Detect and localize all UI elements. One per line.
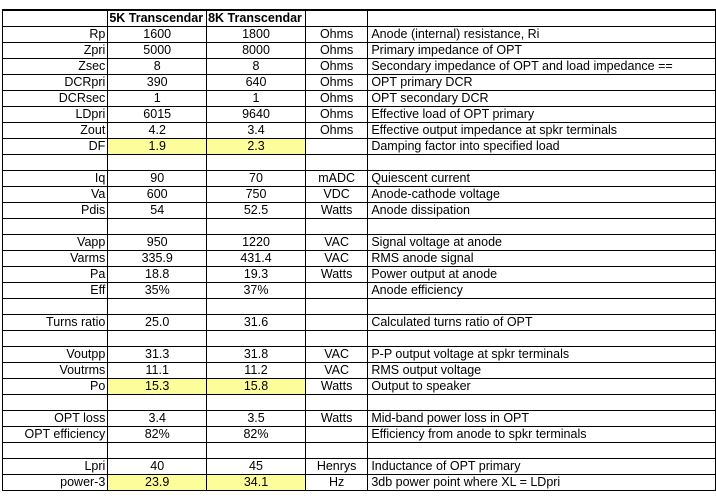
cell-col-8k-value[interactable]: 45: [207, 459, 306, 475]
cell-description[interactable]: RMS output voltage: [368, 363, 716, 379]
cell-row-label[interactable]: [3, 219, 108, 235]
table-row: [3, 395, 716, 411]
table-row: [3, 283, 716, 299]
table-row: [3, 315, 716, 331]
cell-unit[interactable]: Ohms: [305, 27, 367, 43]
table-row: [3, 411, 716, 427]
cell-col-8k-value[interactable]: [207, 155, 306, 171]
cell-row-label[interactable]: OPT loss: [3, 411, 108, 427]
cell-unit[interactable]: [305, 155, 367, 171]
cell-col-5k-value[interactable]: 335.9: [108, 251, 207, 267]
table-row: [3, 43, 716, 59]
cell-description[interactable]: Effective load of OPT primary: [368, 107, 716, 123]
cell-col-8k-value[interactable]: 31.6: [207, 315, 306, 331]
cell-description[interactable]: Anode efficiency: [368, 283, 716, 299]
cell-col-8k-value[interactable]: 431.4: [207, 251, 306, 267]
cell-unit[interactable]: Ohms: [305, 75, 367, 91]
table-row: [3, 299, 716, 315]
cell-description[interactable]: OPT secondary DCR: [368, 91, 716, 107]
cell-description[interactable]: Power output at anode: [368, 267, 716, 283]
cell-row-label[interactable]: Pa: [3, 267, 108, 283]
table-row: [3, 203, 716, 219]
cell-description[interactable]: Quiescent current: [368, 171, 716, 187]
cell-col-5k-value[interactable]: 1: [108, 91, 207, 107]
cell-description[interactable]: [368, 10, 716, 27]
table-row: [3, 251, 716, 267]
cell-col-5k-value[interactable]: 23.9: [108, 475, 207, 491]
cell-col-5k-value[interactable]: 35%: [108, 283, 207, 299]
cell-col-8k-value[interactable]: 3.5: [207, 411, 306, 427]
cell-description[interactable]: [368, 331, 716, 347]
table-row: [3, 427, 716, 443]
cell-description[interactable]: [368, 395, 716, 411]
cell-row-label[interactable]: [3, 331, 108, 347]
cell-col-5k-value[interactable]: 3.4: [108, 411, 207, 427]
cell-col-8k-value[interactable]: 1800: [207, 27, 306, 43]
cell-row-label[interactable]: [3, 395, 108, 411]
table-row: [3, 379, 716, 395]
cell-unit[interactable]: Ohms: [305, 43, 367, 59]
cell-col-5k-value[interactable]: 5K Transcendar: [108, 10, 207, 27]
cell-unit[interactable]: mADC: [305, 171, 367, 187]
cell-col-8k-value[interactable]: 640: [207, 75, 306, 91]
cell-row-label[interactable]: [3, 155, 108, 171]
cell-unit[interactable]: Ohms: [305, 59, 367, 75]
cell-row-label[interactable]: Voutpp: [3, 347, 108, 363]
cell-unit[interactable]: Watts: [305, 379, 367, 395]
cell-col-8k-value[interactable]: 31.8: [207, 347, 306, 363]
cell-row-label[interactable]: Va: [3, 187, 108, 203]
cell-row-label[interactable]: Eff: [3, 283, 108, 299]
table-row: [3, 347, 716, 363]
cell-col-8k-value[interactable]: 9640: [207, 107, 306, 123]
cell-unit[interactable]: [305, 139, 367, 155]
cell-row-label[interactable]: Iq: [3, 171, 108, 187]
table-row: [3, 363, 716, 379]
cell-row-label[interactable]: Zsec: [3, 59, 108, 75]
table-row: [3, 75, 716, 91]
cell-col-5k-value[interactable]: [108, 299, 207, 315]
cell-row-label[interactable]: Voutrms: [3, 363, 108, 379]
grid-body: [3, 10, 716, 491]
cell-col-5k-value[interactable]: 25.0: [108, 315, 207, 331]
table-row: [3, 443, 716, 459]
cell-unit[interactable]: [305, 427, 367, 443]
cell-col-8k-value[interactable]: 15.8: [207, 379, 306, 395]
cell-unit[interactable]: Watts: [305, 411, 367, 427]
table-row: [3, 139, 716, 155]
cell-col-8k-value[interactable]: 34.1: [207, 475, 306, 491]
cell-unit[interactable]: [305, 443, 367, 459]
cell-unit[interactable]: [305, 315, 367, 331]
cell-unit[interactable]: Henrys: [305, 459, 367, 475]
cell-row-label[interactable]: [3, 10, 108, 27]
cell-col-8k-value[interactable]: 1: [207, 91, 306, 107]
cell-row-label[interactable]: power-3: [3, 475, 108, 491]
cell-description[interactable]: OPT primary DCR: [368, 75, 716, 91]
cell-col-5k-value[interactable]: [108, 155, 207, 171]
cell-col-8k-value[interactable]: 52.5: [207, 203, 306, 219]
cell-col-5k-value[interactable]: [108, 443, 207, 459]
table-row: [3, 27, 716, 43]
cell-row-label[interactable]: [3, 299, 108, 315]
cell-col-5k-value[interactable]: 31.3: [108, 347, 207, 363]
cell-col-5k-value[interactable]: [108, 219, 207, 235]
cell-col-5k-value[interactable]: 600: [108, 187, 207, 203]
table-row: [3, 235, 716, 251]
cell-col-5k-value[interactable]: 18.8: [108, 267, 207, 283]
cell-description[interactable]: Damping factor into specified load: [368, 139, 716, 155]
cell-description[interactable]: Calculated turns ratio of OPT: [368, 315, 716, 331]
cell-col-5k-value[interactable]: 950: [108, 235, 207, 251]
table-row: [3, 91, 716, 107]
cell-unit[interactable]: [305, 10, 367, 27]
cell-col-5k-value[interactable]: 11.1: [108, 363, 207, 379]
cell-col-5k-value[interactable]: 1.9: [108, 139, 207, 155]
cell-col-8k-value[interactable]: 37%: [207, 283, 306, 299]
cell-description[interactable]: Anode (internal) resistance, Ri: [368, 27, 716, 43]
cell-row-label[interactable]: Varms: [3, 251, 108, 267]
cell-description[interactable]: Efficiency from anode to spkr terminals: [368, 427, 716, 443]
cell-col-8k-value[interactable]: [207, 219, 306, 235]
cell-unit[interactable]: [305, 395, 367, 411]
cell-row-label[interactable]: Po: [3, 379, 108, 395]
table-row: [3, 475, 716, 491]
cell-col-8k-value[interactable]: 82%: [207, 427, 306, 443]
cell-row-label[interactable]: Rp: [3, 27, 108, 43]
cell-col-5k-value[interactable]: 4.2: [108, 123, 207, 139]
cell-unit[interactable]: Hz: [305, 475, 367, 491]
table-row: [3, 123, 716, 139]
cell-description[interactable]: Mid-band power loss in OPT: [368, 411, 716, 427]
cell-description[interactable]: [368, 219, 716, 235]
table-row: [3, 59, 716, 75]
cell-description[interactable]: Signal voltage at anode: [368, 235, 716, 251]
cell-description[interactable]: Inductance of OPT primary: [368, 459, 716, 475]
cell-unit[interactable]: VDC: [305, 187, 367, 203]
cell-col-5k-value[interactable]: 1600: [108, 27, 207, 43]
table-row: [3, 155, 716, 171]
cell-description[interactable]: [368, 155, 716, 171]
cell-col-8k-value[interactable]: [207, 331, 306, 347]
cell-col-8k-value[interactable]: 19.3: [207, 267, 306, 283]
table-row: [3, 219, 716, 235]
cell-unit[interactable]: Watts: [305, 203, 367, 219]
cell-col-5k-value[interactable]: 40: [108, 459, 207, 475]
cell-description[interactable]: Anode dissipation: [368, 203, 716, 219]
cell-unit[interactable]: [305, 283, 367, 299]
cell-description[interactable]: Output to speaker: [368, 379, 716, 395]
cell-col-5k-value[interactable]: 82%: [108, 427, 207, 443]
cell-col-8k-value[interactable]: [207, 443, 306, 459]
cell-description[interactable]: [368, 443, 716, 459]
cell-description[interactable]: Primary impedance of OPT: [368, 43, 716, 59]
cell-col-5k-value[interactable]: 54: [108, 203, 207, 219]
cell-col-5k-value[interactable]: 5000: [108, 43, 207, 59]
cell-row-label[interactable]: OPT efficiency: [3, 427, 108, 443]
cell-unit[interactable]: [305, 299, 367, 315]
cell-col-8k-value[interactable]: 1220: [207, 235, 306, 251]
cell-row-label[interactable]: DCRsec: [3, 91, 108, 107]
cell-col-5k-value[interactable]: 8: [108, 59, 207, 75]
cell-row-label[interactable]: Zpri: [3, 43, 108, 59]
table-row: [3, 107, 716, 123]
cell-description[interactable]: Secondary impedance of OPT and load impedance ==: [368, 59, 716, 75]
cell-col-5k-value[interactable]: 390: [108, 75, 207, 91]
cell-description[interactable]: [368, 299, 716, 315]
header-row: [3, 10, 716, 27]
cell-col-5k-value[interactable]: [108, 331, 207, 347]
cell-col-5k-value[interactable]: 90: [108, 171, 207, 187]
cell-row-label[interactable]: Zout: [3, 123, 108, 139]
cell-row-label[interactable]: Lpri: [3, 459, 108, 475]
cell-col-8k-value[interactable]: 8: [207, 59, 306, 75]
cell-unit[interactable]: [305, 219, 367, 235]
cell-description[interactable]: Effective output impedance at spkr terminals: [368, 123, 716, 139]
cell-unit[interactable]: Watts: [305, 267, 367, 283]
cell-col-5k-value[interactable]: 15.3: [108, 379, 207, 395]
cell-unit[interactable]: VAC: [305, 347, 367, 363]
cell-unit[interactable]: Ohms: [305, 107, 367, 123]
table-row: [3, 331, 716, 347]
cell-unit[interactable]: VAC: [305, 251, 367, 267]
cell-col-8k-value[interactable]: 3.4: [207, 123, 306, 139]
cell-col-8k-value[interactable]: 750: [207, 187, 306, 203]
cell-row-label[interactable]: Vapp: [3, 235, 108, 251]
cell-unit[interactable]: Ohms: [305, 91, 367, 107]
cell-row-label[interactable]: [3, 443, 108, 459]
cell-unit[interactable]: VAC: [305, 235, 367, 251]
cell-col-8k-value[interactable]: 70: [207, 171, 306, 187]
cell-row-label[interactable]: DCRpri: [3, 75, 108, 91]
cell-col-5k-value[interactable]: [108, 395, 207, 411]
cell-row-label[interactable]: LDpri: [3, 107, 108, 123]
cell-row-label[interactable]: Turns ratio: [3, 315, 108, 331]
cell-unit[interactable]: [305, 331, 367, 347]
cell-col-8k-value[interactable]: [207, 395, 306, 411]
cell-description[interactable]: RMS anode signal: [368, 251, 716, 267]
cell-col-8k-value[interactable]: 8K Transcendar: [207, 10, 306, 27]
cell-col-8k-value[interactable]: 2.3: [207, 139, 306, 155]
table-row: [3, 171, 716, 187]
cell-description[interactable]: P-P output voltage at spkr terminals: [368, 347, 716, 363]
table-row: [3, 267, 716, 283]
table-row: [3, 187, 716, 203]
cell-description[interactable]: 3db power point where XL = LDpri: [368, 475, 716, 491]
cell-unit[interactable]: VAC: [305, 363, 367, 379]
cell-col-8k-value[interactable]: [207, 299, 306, 315]
cell-row-label[interactable]: DF: [3, 139, 108, 155]
cell-unit[interactable]: Ohms: [305, 123, 367, 139]
table-row: [3, 459, 716, 475]
cell-col-8k-value[interactable]: 8000: [207, 43, 306, 59]
spreadsheet-grid: [2, 9, 716, 491]
cell-col-8k-value[interactable]: 11.2: [207, 363, 306, 379]
cell-col-5k-value[interactable]: 6015: [108, 107, 207, 123]
cell-row-label[interactable]: Pdis: [3, 203, 108, 219]
cell-description[interactable]: Anode-cathode voltage: [368, 187, 716, 203]
